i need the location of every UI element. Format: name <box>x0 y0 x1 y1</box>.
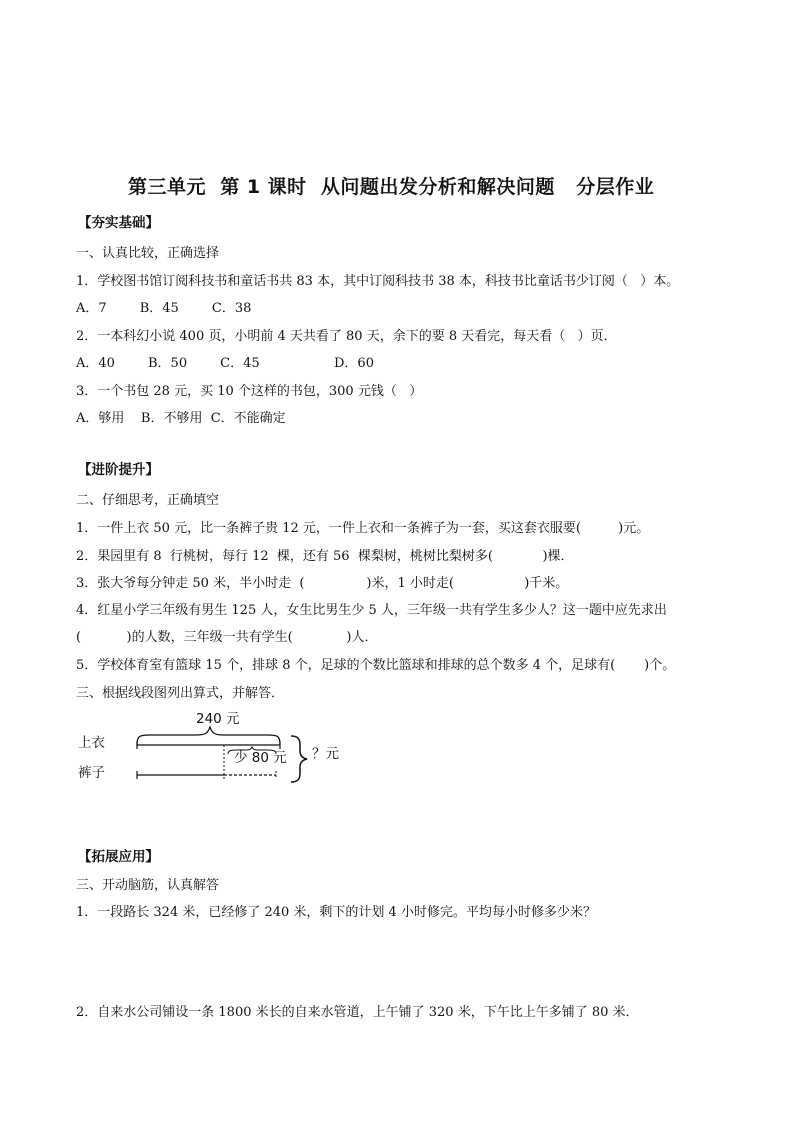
part4-heading: 三、开动脑筋，认真解答 <box>76 878 220 893</box>
part1-question-3-options: A．够用 B．不够用 C．不能确定 <box>76 411 286 426</box>
part1-question-1: 1．学校图书馆订阅科技书和童话书共 83 本，其中订阅科技书 38 本，科技书比童话书少订阅（ ）本。 <box>76 274 680 289</box>
part4-question-1: 1．一段路长 324 米，已经修了 240 米，剩下的计划 4 小时修完。平均每小时修多少米？ <box>76 905 596 920</box>
part2-question-1: 1．一件上衣 50 元，比一条裤子贵 12 元，一件上衣和一条裤子为一套，买这套衣服要( )元。 <box>76 521 650 536</box>
part1-question-2-options: A．40 B．50 C．45 D．60 <box>76 356 374 371</box>
part2-heading: 二、仔细思考，正确填空 <box>76 493 220 508</box>
part2-question-4-line-1: 4．红星小学三年级有男生 125 人，女生比男生少 5 人，三年级一共有学生多少人？这一题中应先求出 <box>76 603 667 618</box>
diagram-difference-label: 少 80 元 <box>234 750 287 766</box>
diagram-top-label: 240 元 <box>196 711 240 727</box>
top-brace <box>137 727 280 745</box>
part4-question-2: 2．自来水公司铺设一条 1800 米长的自来水管道，上午铺了 320 米，下午比上午多铺了 80 米． <box>76 1005 639 1020</box>
page-title: 第三单元 第 1 课时 从问题出发分析和解决问题 分层作业 <box>128 176 655 198</box>
part1-question-2: 2．一本科幻小说 400 页，小明前 4 天共看了 80 天，余下的要 8 天看完，每天看（ ）页． <box>76 329 617 344</box>
part1-question-3: 3．一个书包 28 元，买 10 个这样的书包，300 元钱（ ） <box>76 384 423 399</box>
section-heading-advanced: 【进阶提升】 <box>78 462 159 478</box>
part1-heading: 一、认真比较，正确选择 <box>76 246 220 261</box>
part2-question-5: 5．学校体育室有篮球 15 个，排球 8 个，足球的个数比篮球和排球的总个数多 4 个，足球有( )个。 <box>76 658 676 673</box>
diagram-row-label-bottom: 裤子 <box>78 765 105 781</box>
right-curly-brace <box>291 736 307 782</box>
part2-question-4-line-2: ( )的人数，三年级一共有学生( )人． <box>76 630 378 645</box>
part1-question-1-options: A．7 B．45 C．38 <box>76 301 252 316</box>
part2-question-3: 3．张大爷每分钟走 50 米，半小时走 ( )米，1 小时走( )千米。 <box>76 576 569 591</box>
small-brace <box>228 747 276 754</box>
diagram-row-label-top: 上衣 <box>78 735 105 751</box>
section-heading-extended: 【拓展应用】 <box>78 849 159 865</box>
part2-question-2: 2．果园里有 8 行桃树，每行 12 棵，还有 56 棵梨树，桃树比梨树多( )棵． <box>76 549 574 564</box>
section-heading-basic: 【夯实基础】 <box>78 215 159 231</box>
part3-heading: 三、根据线段图列出算式，并解答． <box>76 686 285 701</box>
diagram-total-label: ？元 <box>312 746 339 762</box>
